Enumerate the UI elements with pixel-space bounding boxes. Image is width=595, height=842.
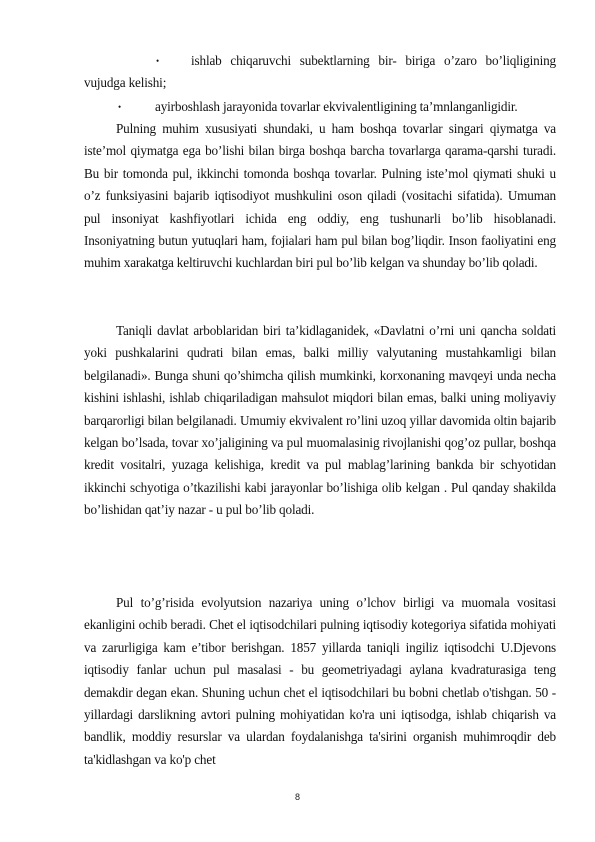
bullet-text: ishlab chiqaruvchi subektlarning bir- biriga o’zaro bo’liqligining vujudga kelishi; [84, 53, 556, 91]
bullet-marker: • [118, 102, 122, 112]
bullet-text: ayirboshlash jarayonida tovarlar ekvivalentligining ta’mnlanganligidir. [155, 99, 518, 114]
bullet-item [84, 96, 556, 118]
bullet-marker: • [156, 56, 160, 66]
page-number: 8 [294, 792, 300, 802]
paragraph: Pulning muhim xususiyati shundaki, u ham boshqa tovarlar singari qiymatga va iste’mol qiymatga ega bo’lishi bilan birga boshqa barcha tovarlarga qarama-qarshi turadi. Bu bir tomonda pul, ikkinchi tomonda boshqa tovarlar. Pulning iste’mol qiymati shuki u o’z funksiyasini bajarib iqtisodiyot mushkulini oson qiladi (vositachi sifatida). Umuman pul insoniyat kashfiyotlari ichida eng oddiy, eng tushunarli bo’lib hisoblanadi. Insoniyatning butun yutuqlari ham, fojialari ham pul bilan bog’liqdir. Inson faoliyatini eng muhim xarakatga keltiruvchi kuchlardan biri pul bo’lib kelgan va shunday bo’lib qoladi. [84, 121, 556, 271]
paragraph: Taniqli davlat arboblaridan biri ta’kidlaganidek, «Davlatni o’rni uni qancha soldati yoki pushkalarini qudrati bilan emas, balki milliy valyutaning mustahkamligi bilan belgilanadi». Bunga shuni qo’shimcha qilish mumkinki, korxonaning mavqeyi unda necha kishini ishlashi, ishlab chiqariladigan mahsulot miqdori bilan emas, balki uning moliyaviy barqarorligi bilan belgilanadi. Umumiy ekvivalent ro’lini uzoq yillar davomida oltin bajarib kelgan bo’lsada, tovar xo’jaligining va pul muomalasinig rivojlanishi qog’oz pullar, boshqa kredit vositalri, yuzaga kelishiga, kredit va pul mablag’larining bankda bir schyotidan ikkinchi schyotiga o’tkazilishi kabi jarayonlar bo’lishiga olib kelgan . Pul qanday shakilda bo’lishidan qat’iy nazar - u pul bo’lib qoladi. [84, 323, 556, 518]
paragraph: Pul to’g’risida evolyutsion nazariya uning o’lchov birligi va muomala vositasi ekanligini ochib beradi. Chet el iqtisodchilari pulning iqtisodiy kotegoriya sifatida mohiyati va zarurligiga kam e’tibor berishgan. 1857 yillarda taniqli ingiliz iqtisodchi U.Djevons iqtisodiy fanlar uchun pul masalasi - bu geometriyadagi aylana kvadraturasiga teng demakdir degan ekan. Shuning uchun chet el iqtisodchilari bu bobni chetlab o'tishgan. 50 -yillardagi darslikning avtori pulning mohiyatidan ko'ra uni iqtisodga, ishlab chiqarish va bandlik, moddiy resurslar va ulardan foydalanishga ta'sirini organish muhimroqdir deb ta'kidlashgan va ko'p chet [84, 595, 556, 767]
bullet-item [84, 50, 556, 95]
